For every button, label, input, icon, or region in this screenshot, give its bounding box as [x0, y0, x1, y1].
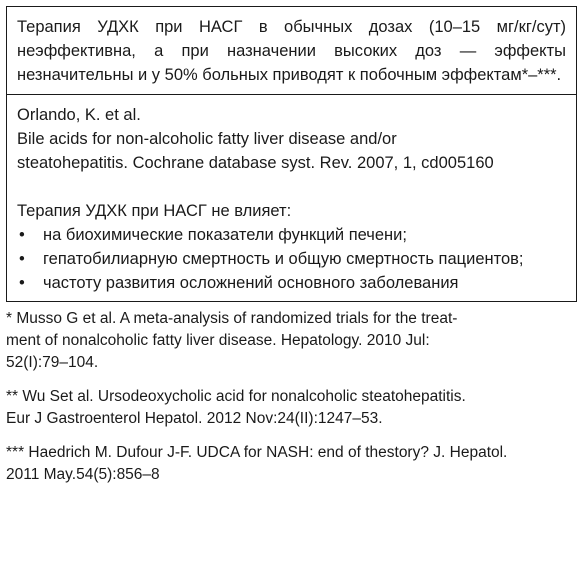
footnote-line: *** Haedrich M. Dufour J-F. UDCA for NASH: end of thestory? J. Hepatol.: [6, 444, 508, 461]
finding-bullet-item: [17, 271, 566, 295]
finding-bullet-text: гепатобилиарную смертность и общую смертность пациентов;: [43, 250, 524, 268]
footnote: [6, 308, 577, 374]
footnotes-section: [6, 308, 577, 486]
summary-statement-text: Терапия УДХК при НАСГ в обычных дозах (10–15 мг/кг/сут) неэффективна, а при назначении высоких доз — эффекты незначительны и у 50% больных приводят к побочным эффектам*–***.: [17, 18, 566, 84]
paragraph-spacer: [17, 175, 566, 199]
footnote-line: Eur J Gastroenterol Hepatol. 2012 Nov:24(II):1247–53.: [6, 410, 383, 427]
summary-table: [6, 6, 577, 302]
bullet-icon: •: [19, 250, 25, 268]
footnote-line: ment of nonalcoholic fatty liver disease. Hepatology. 2010 Jul:: [6, 332, 430, 349]
finding-bullet-text: частоту развития осложнений основного заболевания: [43, 274, 459, 292]
footnote-line: * Musso G et al. A meta-analysis of randomized trials for the treat-: [6, 310, 458, 327]
footnote-line: 2011 May.54(5):856–8: [6, 466, 160, 483]
footnote: [6, 386, 577, 430]
finding-intro: Терапия УДХК при НАСГ не влияет:: [17, 202, 292, 220]
finding-bullet-text: на биохимические показатели функций печени;: [43, 226, 407, 244]
document-page: [6, 6, 577, 498]
evidence-cell: [7, 94, 576, 301]
finding-bullet-list: [17, 223, 566, 295]
footnote: [6, 442, 577, 486]
summary-statement-cell: [7, 7, 576, 94]
footnote-line: 52(I):79–104.: [6, 354, 99, 371]
reference-title-line-1: Bile acids for non-alcoholic fatty liver disease and/or: [17, 130, 397, 148]
bullet-icon: •: [19, 226, 25, 244]
reference-authors: Orlando, K. et al.: [17, 106, 141, 124]
bullet-icon: •: [19, 274, 25, 292]
finding-bullet-item: [17, 223, 566, 247]
footnote-line: ** Wu Set al. Ursodeoxycholic acid for nonalcoholic steatohepatitis.: [6, 388, 466, 405]
finding-bullet-item: [17, 247, 566, 271]
reference-title-line-2: steatohepatitis. Cochrane database syst. Rev. 2007, 1, cd005160: [17, 154, 494, 172]
